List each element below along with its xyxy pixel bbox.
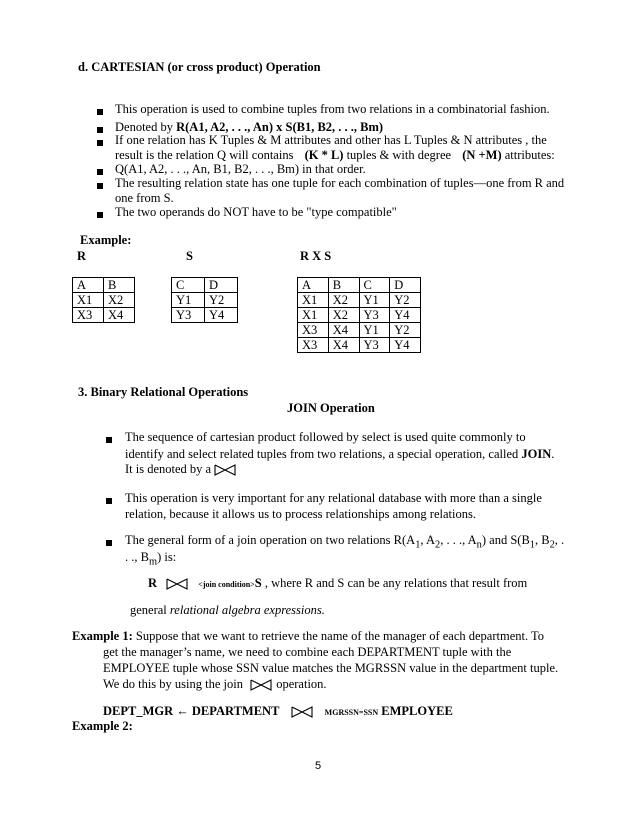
table-cell: C [172,278,205,293]
join-bullet-3-line-2 [125,550,176,568]
table-row [73,293,135,308]
table-row [298,293,421,308]
section-d-heading: d. CARTESIAN (or cross product) Operation [78,60,321,74]
bullet-marker [97,210,103,220]
table-cell: X1 [298,308,329,323]
table-rxs [297,277,421,353]
general-expressions-line [130,603,325,618]
table-cell: Y3 [359,338,390,353]
table-cell: X1 [73,293,104,308]
table-cell: X4 [328,323,359,338]
example-1-line-3: EMPLOYEE tuple whose SSN value matches the MGRSSN value in the department tuple. [103,661,559,675]
table-cell: Y2 [390,323,421,338]
bullet-text-part: . ., B [125,550,149,564]
bullet-text-part: The general form of a join operation on two relations R(A [125,533,416,547]
join-bullet-1-line-3 [125,462,237,477]
table-row [298,278,421,293]
bullet-text: This operation is used to combine tuples from two relations in a combinatorial fashion. [115,102,550,116]
bullet-text-part: ) is: [157,550,177,564]
subscript: n [476,539,482,551]
example-1-line-4 [103,677,327,692]
text-part: We do this by using the join [103,677,243,691]
dept-mgr-formula [103,704,453,719]
join-general-formula [148,576,527,591]
table-row [73,278,135,293]
text-part: Suppose that we want to retrieve the name of the manager of each department. To [135,629,545,643]
bullet-marker [97,181,103,191]
table-cell: A [73,278,104,293]
bullet-text: The two operands do NOT have to be "type compatible" [115,205,397,219]
page-number: 5 [315,760,322,772]
formula-relation-s: S [254,576,262,590]
table-cell: X4 [328,338,359,353]
table-cell: B [328,278,359,293]
bullet-text-part: ) and S(B [481,533,530,547]
cartesian-formula: R(A1, A2, . . ., An) x S(B1, B2, . . ., Bm) [176,120,384,134]
subscript: 2 [549,539,555,551]
join-operation-subheading: JOIN Operation [287,401,375,415]
table-cell: X2 [104,293,135,308]
subscript: m [148,556,158,568]
table-cell: Y4 [390,338,421,353]
relational-algebra-expressions: relational algebra expressions. [169,603,325,617]
example-2-label: Example 2: [72,719,133,733]
join-symbol-icon [291,706,314,719]
example-1-line-2: get the manager’s name, we need to combine each DEPARTMENT tuple with the [103,645,512,659]
join-bullet-1-line-2 [125,447,554,462]
join-condition: MGRSSN=SSN [324,708,379,717]
table-s [171,277,238,323]
table-row [298,338,421,353]
join-keyword: JOIN [521,447,552,461]
bullet-text-part: Denoted by [115,120,173,134]
bullet-text: The resulting relation state has one tuple for each combination of tuples—one from R and [115,176,565,190]
join-bullet-1-line-1: The sequence of cartesian product followed by select is used quite commonly to [125,430,526,444]
join-symbol-icon [166,578,189,591]
table-row [172,278,238,293]
join-symbol-icon [250,679,273,692]
relation-s-label: S [186,249,193,263]
bullet-text-part: , . . ., A [440,533,477,547]
table-cell: A [298,278,329,293]
table-cell: Y2 [205,293,238,308]
table-cell: Y3 [172,308,205,323]
table-row [172,308,238,323]
bullet-text-continuation [115,148,555,163]
bullet-marker [106,496,112,506]
relation-rxs-label: R X S [300,249,332,263]
join-bullet-3-line-1 [125,533,564,551]
bullet-text-part: tuples & with degree [346,148,452,162]
bullet-text-part: It is denoted by a [125,462,212,476]
bullet-marker [97,167,103,177]
relation-r-label: R [77,249,87,263]
text-part: general [130,603,167,617]
example-1-line-1 [72,629,544,644]
bullet-text-part: result is the relation Q will contains [115,148,294,162]
table-cell: X1 [298,293,329,308]
bullet-text-part: , . [554,533,565,547]
bullet-text: If one relation has K Tuples & M attributes and other has L Tuples & N attributes , the [115,133,547,147]
text-part: operation. [276,677,327,691]
table-cell: Y1 [172,293,205,308]
table-cell: X3 [73,308,104,323]
table-cell: X3 [298,338,329,353]
formula-relation-r: R [148,576,158,590]
table-cell: Y1 [359,323,390,338]
table-cell: Y1 [359,293,390,308]
formula-text: DEPT_MGR ← DEPARTMENT [103,704,280,718]
table-row [172,293,238,308]
example-1-label: Example 1: [72,629,133,643]
subscript: 2 [435,539,441,551]
bullet-text-part: identify and select related tuples from two relations, a special operation, called [125,447,519,461]
table-cell: X3 [298,323,329,338]
bullet-text-part: , B [535,533,550,547]
bullet-marker [106,538,112,548]
bullet-text: Q(A1, A2, . . ., An, B1, B2, . . ., Bm) in that order. [115,162,366,176]
bullet-text-part: attributes: [504,148,555,162]
table-cell: D [205,278,238,293]
bullet-text-part: . [551,447,555,461]
table-row [298,308,421,323]
table-cell: Y2 [390,293,421,308]
join-bullet-2-line-2: relation, because it allows us to process relationships among relations. [125,507,476,521]
table-cell: C [359,278,390,293]
bullet-text-continuation: one from S. [115,191,174,205]
table-cell: X4 [104,308,135,323]
subscript: 1 [415,539,421,551]
table-cell: B [104,278,135,293]
table-cell: Y4 [390,308,421,323]
join-symbol-icon [214,464,237,477]
bullet-marker [97,138,103,148]
table-cell: D [390,278,421,293]
bullet-marker [97,107,103,117]
section-3-heading: 3. Binary Relational Operations [78,385,249,399]
table-cell: Y4 [205,308,238,323]
degree-formula: (N +M) [462,148,502,162]
join-condition: <join condition> [198,580,255,589]
table-r [72,277,135,323]
bullet-text-part: , A [420,533,435,547]
bullet-marker [106,435,112,445]
join-bullet-2-line-1: This operation is very important for any relational database with more than a single [125,491,542,505]
subscript: 1 [529,539,535,551]
tuple-count-formula: (K * L) [304,148,344,162]
bullet-marker [97,125,103,135]
table-cell: Y3 [359,308,390,323]
formula-text: EMPLOYEE [381,704,453,718]
table-cell: X2 [328,308,359,323]
example-label: Example: [80,233,132,247]
formula-description: , where R and S can be any relations that result from [264,576,528,590]
table-row [73,308,135,323]
table-cell: X2 [328,293,359,308]
table-row [298,323,421,338]
